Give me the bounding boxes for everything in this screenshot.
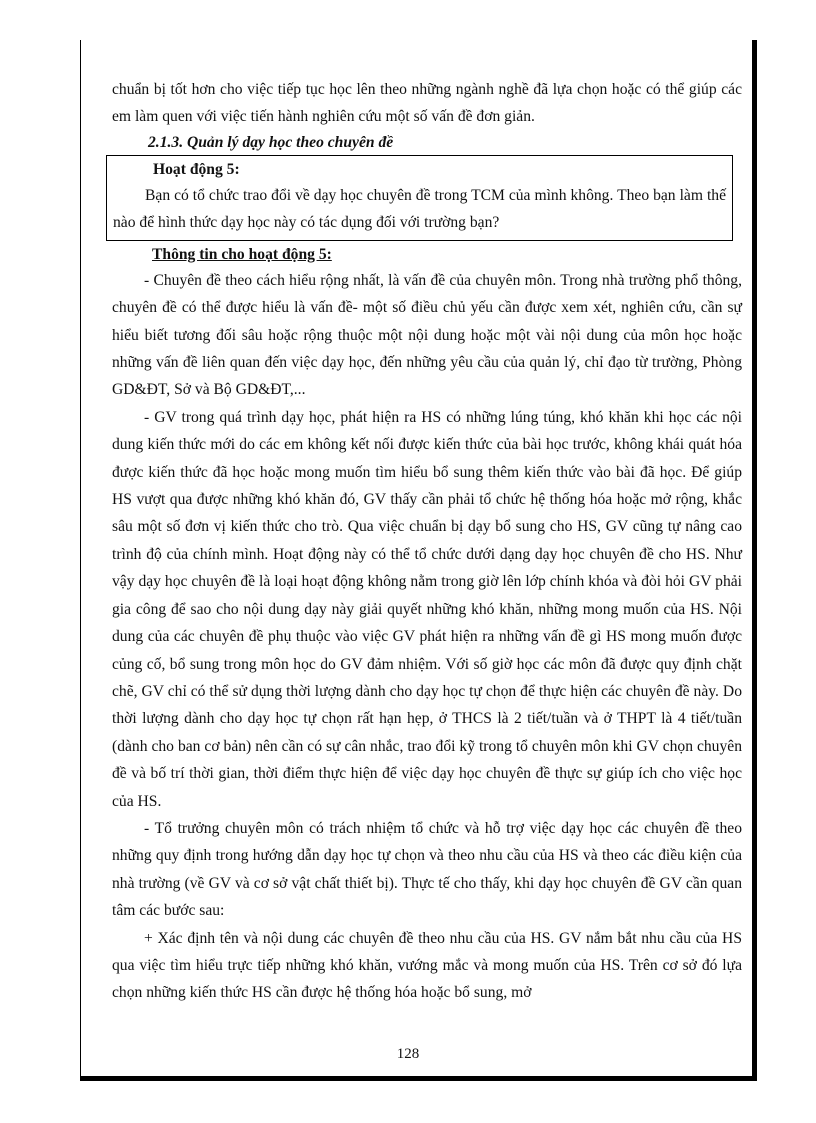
body-paragraph: - Chuyên đề theo cách hiểu rộng nhất, là vấn đề của chuyên môn. Trong nhà trường phổ thông, chuyên đề có thể được hiểu là vấn đề- một số điều chủ yếu cần được xem xét, nghiên cứu, cần sự hiểu biết tương đối sâu hoặc rộng thuộc một nội dung hoặc một vài nội dung của môn học hoặc những vấn đề liên quan đến việc dạy học, đến những yêu cầu của quản lý, chỉ đạo từ trường, Phòng GD&ĐT, Sở và Bộ GD&ĐT,... — [112, 271, 742, 399]
document-body — [112, 76, 742, 1007]
body-paragraph: + Xác định tên và nội dung các chuyên đề theo nhu cầu của HS. GV nắm bắt nhu cầu của HS qua việc tìm hiểu trực tiếp những khó khăn, vướng mắc và mong muốn của HS. Trên cơ sở đó lựa chọn những kiến thức HS cần được hệ thống hóa hoặc bổ sung, mở — [112, 929, 742, 1002]
body-paragraph: - GV trong quá trình dạy học, phát hiện ra HS có những lúng túng, khó khăn khi học các nội dung kiến thức mới do các em không kết nối được kiến thức của bài học trước, không khái quát hóa được kiến thức đã học hoặc mong muốn tìm hiểu bổ sung thêm kiến thức vào bài đã học. Để giúp HS vượt qua được những khó khăn đó, GV thấy cần phải tổ chức hệ thống hóa hoặc mở rộng, khắc sâu một số đơn vị kiến thức cho trò. Qua việc chuẩn bị dạy bổ sung cho HS, GV cũng tự nâng cao trình độ của chính mình. Hoạt động này có thể tổ chức dưới dạng dạy học chuyên đề cho HS. Như vậy dạy học chuyên đề là loại hoạt động không nằm trong giờ lên lớp chính khóa và đòi hỏi GV phải gia công để sao cho nội dung dạy này giải quyết những khó khăn, những mong muốn của HS. Nội dung của các chuyên đề phụ thuộc vào việc GV phát hiện ra những vấn đề gì HS mong muốn được củng cố, bổ sung trong môn học do GV đảm nhiệm. Với số giờ học các môn đã được quy định chặt chẽ, GV chỉ có thể sử dụng thời lượng dành cho dạy học tự chọn để thực hiện các chuyên đề này. Do thời lượng dành cho dạy học tự chọn rất hạn hẹp, ở THCS là 2 tiết/tuần và ở THPT là 4 tiết/tuần (dành cho ban cơ bản) nên cần có sự cân nhắc, trao đổi kỹ trong tổ chuyên môn khi GV chọn chuyên đề và bố trí thời gian, thời điểm thực hiện để việc dạy học chuyên đề thực sự giúp ích cho việc học của HS. — [112, 408, 742, 810]
section-heading: 2.1.3. Quản lý dạy học theo chuyên đề — [148, 133, 394, 151]
body-paragraph: - Tổ trưởng chuyên môn có trách nhiệm tổ chức và hỗ trợ việc dạy học các chuyên đề theo những quy định trong hướng dẫn dạy học tự chọn và theo nhu cầu của HS và theo các điều kiện của nhà trường (về GV và cơ sở vật chất thiết bị). Thực tế cho thấy, khi dạy học chuyên đề GV cần quan tâm các bước sau: — [112, 819, 742, 920]
intro-paragraph: chuẩn bị tốt hơn cho việc tiếp tục học lên theo những ngành nghề đã lựa chọn hoặc có thể giúp các em làm quen với việc tiến hành nghiên cứu một số vấn đề đơn giản. — [112, 81, 742, 126]
activity-title: Hoạt động 5: — [153, 160, 240, 178]
activity-text: Bạn có tổ chức trao đổi về dạy học chuyên đề trong TCM của mình không. Theo bạn làm thế nào để hình thức dạy học này có tác dụng đối với trường bạn? — [113, 186, 726, 231]
activity-box — [106, 155, 733, 241]
page-number: 128 — [396, 1046, 420, 1062]
info-title: Thông tin cho hoạt động 5: — [152, 245, 332, 263]
